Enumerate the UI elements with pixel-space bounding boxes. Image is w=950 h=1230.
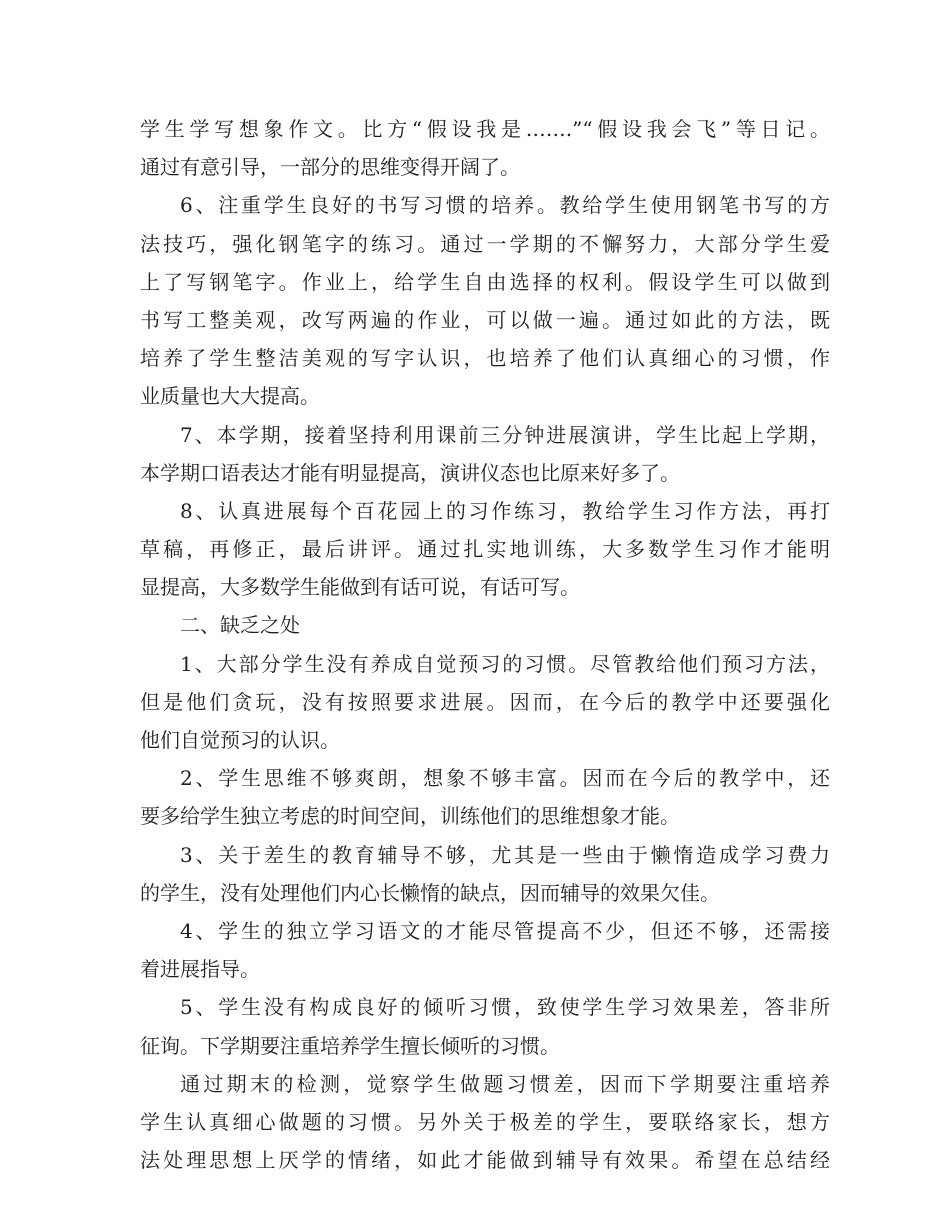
text-line: 6、注重学生良好的书写习惯的培养。教给学生使用钢笔书写的方 — [180, 193, 830, 218]
text-line: 4、学生的独立学习语文的才能尽管提高不少，但还不够，还需接 — [180, 918, 830, 943]
text-line: 显提高，大多数学生能做到有话可说，有话可写。 — [140, 575, 580, 600]
text-line: 的学生，没有处理他们内心长懒惰的缺点，因而辅导的效果欠佳。 — [140, 880, 720, 905]
text-line: 要多给学生独立考虑的时间空间，训练他们的思维想象才能。 — [140, 804, 680, 829]
text-line: 上了写钢笔字。作业上，给学生自由选择的权利。假设学生可以做到 — [140, 269, 830, 294]
text-line: 通过期末的检测，觉察学生做题习惯差，因而下学期要注重培养 — [180, 1071, 830, 1096]
text-line: 业质量也大大提高。 — [140, 384, 320, 409]
text-line: 书写工整美观，改写两遍的作业，可以做一遍。通过如此的方法，既 — [140, 307, 830, 332]
text-line: 二、缺乏之处 — [180, 613, 300, 638]
text-line: 5、学生没有构成良好的倾听习惯，致使学生学习效果差，答非所 — [180, 995, 830, 1020]
text-line: 着进展指导。 — [140, 957, 260, 982]
text-line: 学生学写想象作文。比方“假设我是…….”“假设我会飞”等日记。 — [140, 117, 830, 141]
text-line: 7、本学期，接着坚持利用课前三分钟进展演讲，学生比起上学期， — [180, 422, 830, 447]
text-line: 学生认真细心做题的习惯。另外关于极差的学生，要联络家长，想方 — [140, 1109, 830, 1134]
text-line: 2、学生思维不够爽朗，想象不够丰富。因而在今后的教学中，还 — [180, 766, 830, 791]
document-body — [140, 110, 830, 1179]
text-line: 草稿，再修正，最后讲评。通过扎实地训练，大多数学生习作才能明 — [140, 537, 830, 562]
text-line: 征询。下学期要注重培养学生擅长倾听的习惯。 — [140, 1033, 560, 1058]
text-line: 8、认真进展每个百花园上的习作练习，教给学生习作方法，再打 — [180, 498, 830, 523]
text-line: 他们自觉预习的认识。 — [140, 728, 340, 752]
text-line: 培养了学生整洁美观的写字认识，也培养了他们认真细心的习惯，作 — [140, 346, 830, 371]
text-line: 3、关于差生的教育辅导不够，尤其是一些由于懒惰造成学习费力 — [180, 842, 830, 867]
text-line: 法技巧，强化钢笔字的练习。通过一学期的不懈努力，大部分学生爱 — [140, 231, 830, 256]
text-line: 但是他们贪玩，没有按照要求进展。因而，在今后的教学中还要强化 — [140, 689, 830, 714]
text-line: 本学期口语表达才能有明显提高，演讲仪态也比原来好多了。 — [140, 460, 680, 485]
text-line: 1、大部分学生没有养成自觉预习的习惯。尽管教给他们预习方法， — [180, 651, 830, 676]
text-line: 法处理思想上厌学的情绪，如此才能做到辅导有效果。希望在总结经 — [140, 1148, 830, 1173]
text-line: 通过有意引导，一部分的思维变得开阔了。 — [140, 155, 520, 180]
